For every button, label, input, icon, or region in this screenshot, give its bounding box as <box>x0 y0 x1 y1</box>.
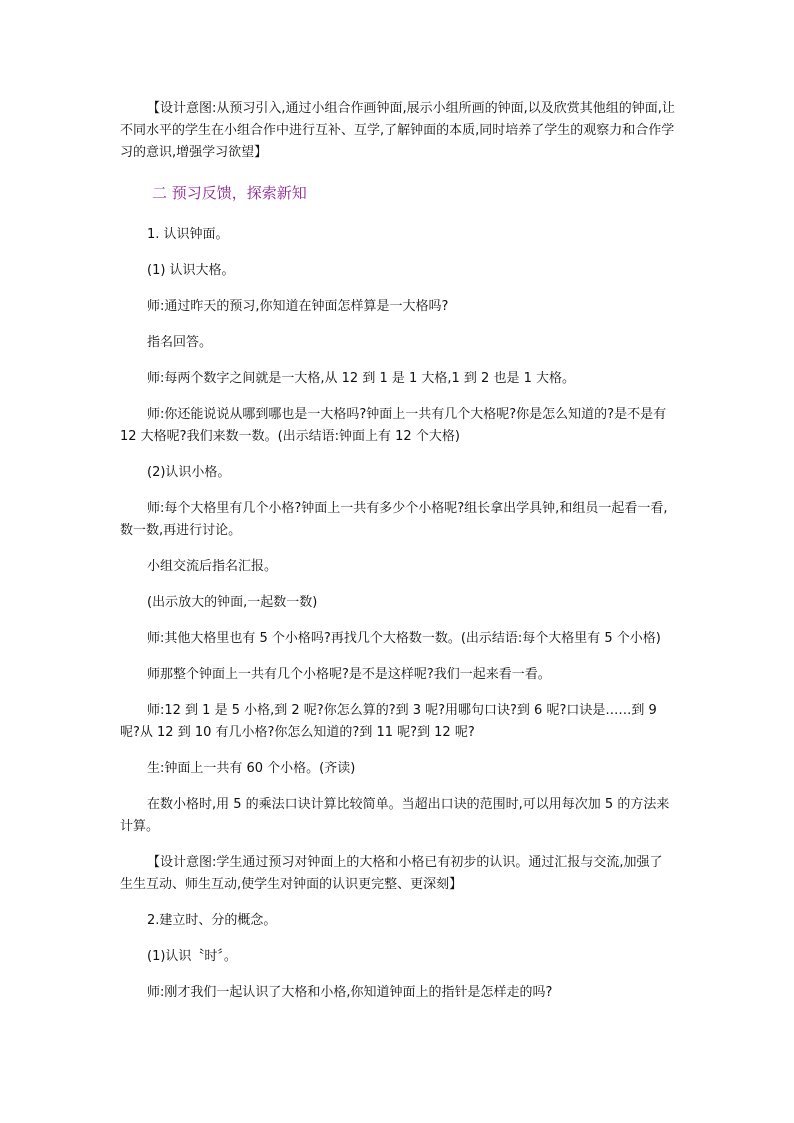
substep-small-grid: (2)认识小格。 <box>147 465 231 480</box>
teacher-question-6: 师:12 到 1 是 5 小格,到 2 呢?你怎么算的?到 3 呢?用哪句口诀?到 6 呢?口诀是……到 9 呢?从 12 到 10 有几小格?你怎么知道的?到 11 呢?到 12 呢? <box>120 703 657 740</box>
teacher-question-5: 师那整个钟面上一共有几个小格呢?是不是这样呢?我们一起来看一看。 <box>147 667 551 682</box>
design-intent-paragraph-2: 【设计意图:学生通过预习对钟面上的大格和小格已有初步的认识。通过汇报与交流,加强了生生互动、师生互动,使学生对钟面的认识更完整、更深刻】 <box>120 855 663 892</box>
substep-big-grid: (1) 认识大格。 <box>147 263 235 278</box>
show-enlarged-clock: (出示放大的钟面,一起数一数) <box>147 595 318 610</box>
document-body <box>120 98 675 1004</box>
answer-prompt-1: 指名回答。 <box>147 335 213 350</box>
step-recognize-clock-face: 1. 认识钟面。 <box>147 227 229 242</box>
teacher-explanation-1: 师:每两个数字之间就是一大格,从 12 到 1 是 1 大格,1 到 2 也是 1 大格。 <box>147 371 575 386</box>
teacher-question-4: 师:其他大格里也有 5 个小格吗?再找几个大格数一数。(出示结语:每个大格里有 5 个小格) <box>147 631 661 646</box>
student-answer: 生:钟面上一共有 60 个小格。(齐读) <box>147 761 356 776</box>
teacher-question-1: 师:通过昨天的预习,你知道在钟面怎样算是一大格吗? <box>147 299 449 314</box>
group-report: 小组交流后指名汇报。 <box>147 559 278 574</box>
section-heading: 二 预习反馈，探索新知 <box>152 184 307 202</box>
substep-hour: (1)认识〝时〞。 <box>147 949 237 964</box>
step-hour-minute-concept: 2.建立时、分的概念。 <box>147 913 277 928</box>
teacher-question-3: 师:每个大格里有几个小格?钟面上一共有多少个小格呢?组长拿出学具钟,和组员一起看一看,数一数,再进行讨论。 <box>120 501 668 538</box>
teacher-question-7: 师:刚才我们一起认识了大格和小格,你知道钟面上的指针是怎样走的吗? <box>147 985 553 1000</box>
teacher-question-2: 师:你还能说说从哪到哪也是一大格吗?钟面上一共有几个大格呢?你是怎么知道的?是不是有 12 大格呢?我们来数一数。(出示结语:钟面上有 12 个大格) <box>120 407 667 444</box>
design-intent-paragraph-1: 【设计意图:从预习引入,通过小组合作画钟面,展示小组所画的钟面,以及欣赏其他组的钟面,让不同水平的学生在小组合作中进行互补、互学,了解钟面的本质,同时培养了学生的观察力和合作学习的意识,增强学习欲望】 <box>120 101 675 160</box>
calculation-tip: 在数小格时,用 5 的乘法口诀计算比较简单。当超出口诀的范围时,可以用每次加 5 的方法来计算。 <box>120 797 670 834</box>
